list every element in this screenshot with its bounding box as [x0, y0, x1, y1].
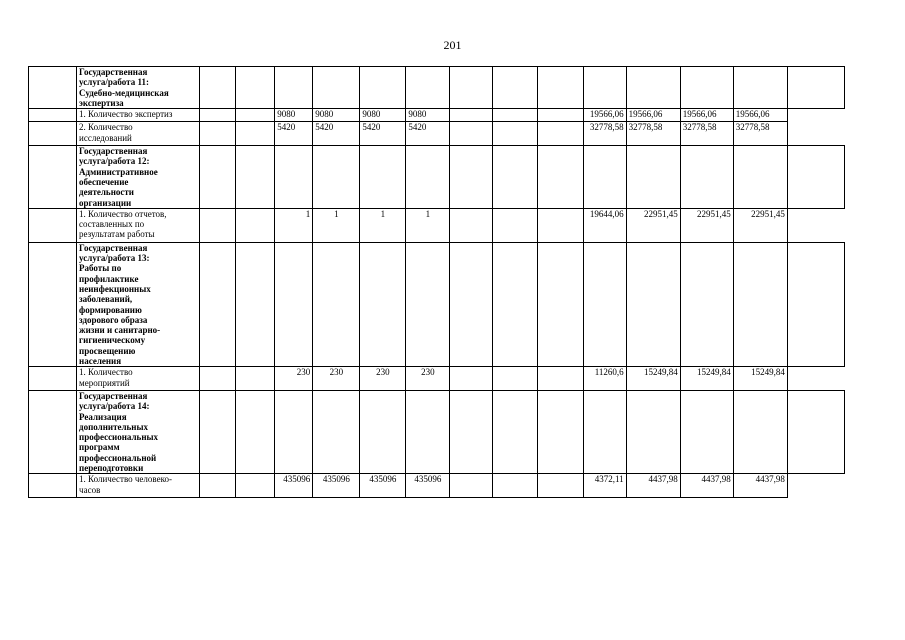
volume-value: 5420 [275, 122, 313, 146]
empty-cell [583, 67, 626, 109]
empty-cell [493, 67, 537, 109]
empty-cell [537, 122, 583, 146]
empty-cell [406, 67, 450, 109]
empty-cell [626, 146, 680, 209]
empty-cell [493, 390, 537, 473]
empty-cell [200, 474, 236, 498]
empty-cell [200, 109, 236, 122]
empty-cell [236, 146, 275, 209]
empty-cell [200, 67, 236, 109]
empty-cell [236, 390, 275, 473]
cost-value: 32778,58 [583, 122, 626, 146]
section-title-row [29, 390, 845, 473]
empty-cell [733, 67, 787, 109]
empty-cell [733, 390, 787, 473]
volume-value: 230 [406, 367, 450, 391]
empty-cell [275, 67, 313, 109]
empty-cell [583, 146, 626, 209]
cost-value: 4437,98 [680, 474, 733, 498]
empty-cell [787, 67, 844, 109]
volume-value: 5420 [360, 122, 406, 146]
empty-cell [29, 109, 77, 122]
section-title: Государственная услуга/работа 12: Административное обеспечение деятельности организации [77, 146, 200, 209]
empty-cell [450, 242, 493, 367]
volume-value: 9080 [406, 109, 450, 122]
empty-cell [537, 109, 583, 122]
empty-cell [406, 146, 450, 209]
cost-value: 22951,45 [680, 208, 733, 242]
empty-cell [360, 242, 406, 367]
cost-value: 32778,58 [626, 122, 680, 146]
empty-cell [236, 474, 275, 498]
empty-cell [787, 390, 844, 473]
empty-cell [406, 242, 450, 367]
cost-value: 19644,06 [583, 208, 626, 242]
empty-cell [360, 390, 406, 473]
empty-cell [313, 67, 360, 109]
indicator-name: 1. Количество человеко- часов [77, 474, 200, 498]
services-table [28, 66, 845, 498]
empty-cell [29, 146, 77, 209]
empty-cell [29, 67, 77, 109]
cost-value: 22951,45 [626, 208, 680, 242]
section-title-row [29, 67, 845, 109]
empty-cell [583, 242, 626, 367]
empty-cell [236, 208, 275, 242]
volume-value: 5420 [406, 122, 450, 146]
empty-cell [733, 242, 787, 367]
empty-cell [626, 67, 680, 109]
empty-cell [787, 146, 844, 209]
cost-value: 15249,84 [733, 367, 787, 391]
empty-cell [493, 146, 537, 209]
section-title: Государственная услуга/работа 11: Судебно-медицинская экспертиза [77, 67, 200, 109]
empty-cell [236, 109, 275, 122]
empty-cell [450, 208, 493, 242]
empty-cell [733, 146, 787, 209]
empty-cell [29, 474, 77, 498]
empty-cell [450, 122, 493, 146]
cost-value: 19566,06 [583, 109, 626, 122]
section-title: Государственная услуга/работа 13: Работы по профилактике неинфекционных заболеваний, формированию здорового образа жизни и санитарно- гигиеническому просвещению населения [77, 242, 200, 367]
empty-cell [29, 367, 77, 391]
empty-cell [583, 390, 626, 473]
empty-cell [236, 122, 275, 146]
indicator-name: 1. Количество мероприятий [77, 367, 200, 391]
empty-cell [493, 122, 537, 146]
empty-cell [537, 390, 583, 473]
volume-value: 1 [275, 208, 313, 242]
empty-cell [200, 146, 236, 209]
volume-value: 435096 [275, 474, 313, 498]
empty-cell [406, 390, 450, 473]
empty-cell [200, 122, 236, 146]
empty-cell [360, 146, 406, 209]
empty-cell [493, 367, 537, 391]
empty-cell [200, 367, 236, 391]
indicator-name: 1. Количество экспертиз [77, 109, 200, 122]
empty-cell [200, 390, 236, 473]
empty-cell [537, 208, 583, 242]
volume-value: 230 [360, 367, 406, 391]
cost-value: 19566,06 [626, 109, 680, 122]
indicator-name: 1. Количество отчетов, составленных по результатам работы [77, 208, 200, 242]
empty-cell [450, 109, 493, 122]
empty-cell [626, 242, 680, 367]
empty-cell [275, 242, 313, 367]
empty-cell [236, 367, 275, 391]
table-row [29, 208, 845, 242]
cost-value: 4372,11 [583, 474, 626, 498]
empty-cell [200, 242, 236, 367]
empty-cell [360, 67, 406, 109]
empty-cell [313, 390, 360, 473]
table-row [29, 122, 845, 146]
empty-cell [537, 242, 583, 367]
empty-cell [275, 146, 313, 209]
cost-value: 15249,84 [626, 367, 680, 391]
volume-value: 1 [313, 208, 360, 242]
volume-value: 5420 [313, 122, 360, 146]
page-number: 201 [443, 38, 462, 52]
empty-cell [680, 67, 733, 109]
cost-value: 4437,98 [626, 474, 680, 498]
section-title-row [29, 146, 845, 209]
cost-value: 19566,06 [733, 109, 787, 122]
empty-cell [537, 146, 583, 209]
cost-value: 15249,84 [680, 367, 733, 391]
empty-cell [537, 474, 583, 498]
section-title-row [29, 242, 845, 367]
empty-cell [493, 208, 537, 242]
empty-cell [29, 242, 77, 367]
empty-cell [680, 390, 733, 473]
empty-cell [236, 242, 275, 367]
empty-cell [450, 390, 493, 473]
empty-cell [787, 242, 844, 367]
empty-cell [313, 242, 360, 367]
empty-cell [29, 208, 77, 242]
cost-value: 32778,58 [733, 122, 787, 146]
empty-cell [313, 146, 360, 209]
empty-cell [493, 109, 537, 122]
empty-cell [626, 390, 680, 473]
volume-value: 1 [360, 208, 406, 242]
volume-value: 435096 [313, 474, 360, 498]
cost-value: 4437,98 [733, 474, 787, 498]
empty-cell [450, 146, 493, 209]
volume-value: 9080 [275, 109, 313, 122]
section-title: Государственная услуга/работа 14: Реализация дополнительных профессиональных программ профессиональной переподготовки [77, 390, 200, 473]
empty-cell [680, 146, 733, 209]
empty-cell [29, 122, 77, 146]
volume-value: 230 [313, 367, 360, 391]
cost-value: 19566,06 [680, 109, 733, 122]
cost-value: 11260,6 [583, 367, 626, 391]
empty-cell [493, 474, 537, 498]
empty-cell [450, 474, 493, 498]
indicator-name: 2. Количество исследований [77, 122, 200, 146]
empty-cell [275, 390, 313, 473]
empty-cell [537, 367, 583, 391]
empty-cell [680, 242, 733, 367]
table-row [29, 474, 845, 498]
empty-cell [236, 67, 275, 109]
empty-cell [450, 367, 493, 391]
volume-value: 435096 [360, 474, 406, 498]
volume-value: 230 [275, 367, 313, 391]
table-row [29, 109, 845, 122]
empty-cell [537, 67, 583, 109]
cost-value: 32778,58 [680, 122, 733, 146]
empty-cell [29, 390, 77, 473]
volume-value: 9080 [313, 109, 360, 122]
table-row [29, 367, 845, 391]
cost-value: 22951,45 [733, 208, 787, 242]
volume-value: 9080 [360, 109, 406, 122]
volume-value: 1 [406, 208, 450, 242]
empty-cell [493, 242, 537, 367]
volume-value: 435096 [406, 474, 450, 498]
empty-cell [450, 67, 493, 109]
empty-cell [200, 208, 236, 242]
